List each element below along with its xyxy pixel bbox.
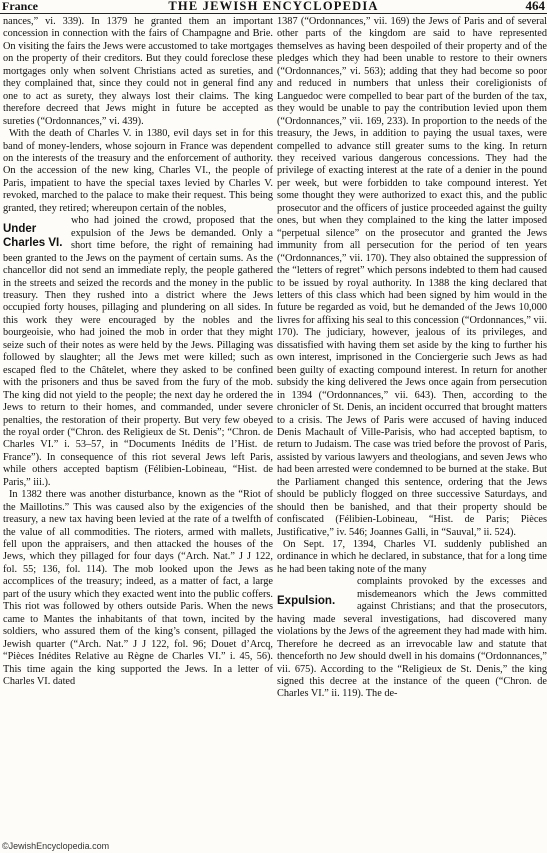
- copyright-footer: ©JewishEncyclopedia.com: [2, 841, 110, 851]
- page-number: 464: [525, 0, 545, 13]
- paragraph-intro: With the death of Charles V. in 1380, evil days set in for this band of money-lenders, whose sojourn in France was dependent on the interests of the treasury and the enforcement of authority. On the accession of the new king, Charles VI., the people of Paris, impatient to have the special taxes levied by Charles V. revoked, marched to the palace to make their request. This being granted, they retired; whereupon certain of the nobles,: [3, 128, 273, 214]
- left-column: [3, 16, 273, 844]
- paragraph-intro: On Sept. 17, 1394, Charles VI. suddenly published an ordinance in which he declared, in substance, that for a long time he had been taking note of the many: [277, 539, 547, 575]
- right-column: [277, 16, 547, 844]
- section-name: France: [2, 0, 38, 13]
- paragraph: who had joined the crowd, proposed that the expulsion of the Jews be demanded. Only a short time before, the right of remaining had been granted to the Jews on the payment of certain sums. As the chancellor did not send an immediate reply, the people gathered in the streets and seized the records and the money in the public treasury. Then they rushed into a district where the Jews occupied forty houses, pillaging and plundering on all sides. In this work they were encouraged by the nobles and the bourgeoisie, who had joined the mob in order that they might seize such of their notes as were held by the Jews. Pillaging was followed by slaughter; all the Jews met were killed; such as escaped fled to the Châtelet, where they asked to be confined with the prisoners and thus be saved from the fury of the mob. The king did not yield to the people; the next day he ordered the Jews to return to their homes, and commanded, under severe penalties, the restoration of their property. But very few obeyed the royal order (“Chron. des Religieux de St. Denis”; “Chron. de Charles VI.” i. 53–57, in “Documents Inédits de l’Hist. de France”). In consequence of this riot several Jews left Paris, while others accepted baptism (Félibien-Lobineau, “Hist. de Paris,” iii.).: [3, 215, 273, 488]
- paragraph: nances,” vi. 339). In 1379 he granted them an important concession in connection with the fairs of Champagne and Brie. On visiting the fairs the Jews were accustomed to take mortgages on the property of their creditors. But they could foreclose these mortgages only when solvent Christians acted as sureties, and they complained that, since they could not in general find any one to act as surety, they always lost their claims. The king therefore decreed that Jews might in future be accepted as sureties (“Ordonnances,” vi. 439).: [3, 16, 273, 127]
- paragraph: 1387 (“Ordonnances,” vii. 169) the Jews of Paris and of several other parts of the kingdom are said to have represented themselves as having been despoiled of their property and of the pledges which they had been unable to restore to their owners (“Ordonnances,” vi. 563); adding that they had become so poor and reduced in numbers that unless their coreligionists of Languedoc were compelled to bear part of the burden of the tax, they would be unable to pay the contribution levied upon them (“Ordonnances,” vii. 169, 233). In proportion to the needs of the treasury, the Jews, in addition to paying the usual taxes, were compelled to advance still greater sums to the king. In return they received various dangerous concessions. They had the privilege of exacting interest at the rate of a denier in the pound per week, but were forbidden to take compound interest. Yet some thought they were authorized to exact this, and the public prosecutor and the officers of justice proceeded against the guilty ones, but when they complained to the king the latter imposed “perpetual silence” on the prosecutor and granted the Jews immunity from all persecution for the period of ten years (“Ordonnances,” vii. 170). They also obtained the suppression of the “letters of regret” which persons indebted to them had caused to be issued by royal authority. In 1388 the king declared that letters of this class which had been signed by him would in the future be regarded as void, but he demanded of the Jews 10,000 livres for affixing his seal to this concession (“Ordonnances,” vii. 170). The judiciary, however, jealous of its privileges, and dissatisfied with having them set aside by the king to further his own interest, imprisoned in the Conciergerie such Jews as had been guilty of exacting compound interest. In return for another subsidy the king delivered the Jews once again from persecution in 1394 (“Ordonnances,” vii. 643). Then, according to the chronicler of St. Denis, an incident occurred that brought matters to a crisis. The Jews of Paris were accused of having induced Denis Machault of Ville-Parisis, who had accepted baptism, to return to Judaism. The case was tried before the provost of Paris, assisted by various lawyers and theologians, and seven Jews who had been arrested were condemned to be burned at the stake. But the Parliament changed this sentence, ordering that the Jews should be publicly flogged on three successive Saturdays, and should then be banished, and that their property should be confiscated (Félibien-Lobineau, “Hist. de Paris; Pièces Justificative,” iv. 546; Joannes Galli, in “Sauval,” ii. 524).: [277, 16, 547, 538]
- paragraph: In 1382 there was another disturbance, known as the “Riot of the Maillotins.” This was caused also by the exigencies of the treasury, a new tax having been levied at the rate of a twelfth of the value of all commodities. The rioters, armed with mallets, fell upon the appraisers, and then attacked the houses of the Jews, which they pillaged for four days (“Arch. Nat.” J J 122, fol. 55; 136, fol. 114). The mob looked upon the Jews as accomplices of the treasury; indeed, as a matter of fact, a large part of the usury which they exacted went into the public coffers. This riot was followed by others outside Paris. When the news came to Mantes the inhabitants of that town, incited by the soldiers, who assured them of the king’s consent, pillaged the Jewish quarter (“Arch. Nat.” J J 122, fol. 96; Douet d’Arcq, “Pièces Inédites Relative au Règne de Charles VI.” i. 45, 56). This time again the king supported the Jews. In a letter of Charles VI. dated: [3, 489, 273, 688]
- header-rule: [0, 13, 547, 14]
- paragraph: complaints provoked by the excesses and misdemeanors which the Jews committed against Christians; and that the prosecutors, having made several investigations, had discovered many violations by the Jews of the agreement they had made with him. Therefore he decreed as an irrevocable law and statute that thenceforth no Jew should dwell in his domains (“Ordonnances,” vii. 675). According to the “Religieux de St. Denis,” the king signed this decree at the instance of the queen (“Chron. de Charles VI.” ii. 119). The de-: [277, 576, 547, 700]
- side-heading-expulsion: Expulsion.: [277, 595, 336, 608]
- page-header: [0, 0, 547, 15]
- running-title: THE JEWISH ENCYCLOPEDIA: [168, 0, 379, 13]
- side-heading-charles-vi: Under Charles VI.: [3, 223, 63, 250]
